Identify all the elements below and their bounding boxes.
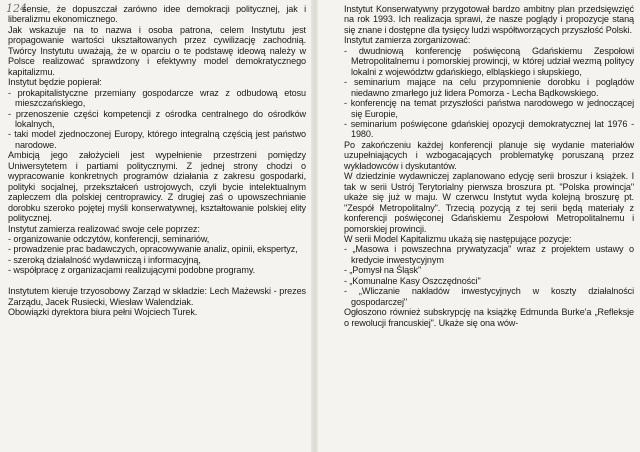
list-item: - prowadzenie prac badawczych, opracowywanie analiz, opinii, ekspertyz, [8,244,306,254]
book-gutter [311,0,318,452]
list-item: - konferencję na temat przyszłości państwa narodowego w jednoczącej się Europie, [344,98,634,119]
list-item: - taki model zjednoczonej Europy, którego integralną częścią jest państwo narodowe. [8,129,306,150]
right-column [344,4,634,328]
list-item: - współpracę z organizacjami realizującymi podobne programy. [8,265,306,275]
paragraph: Po zakończeniu każdej konferencji planuje się wydanie materiałów uzupełniających i wzbogacających problematykę poruszaną przez wykładowców i dyskutantów. [344,139,634,171]
left-column [8,4,306,318]
paragraph: sensie, że dopuszczał zarówno idee demokracji politycznej, jak i liberalizmu ekonomicznego. [8,4,306,25]
support-list [8,88,306,151]
goals-list [8,234,306,276]
list-item: - przenoszenie części kompetencji z ośrodka centralnego do ośrodków lokalnych, [8,109,306,130]
page-number: 124 [6,2,27,15]
paragraph: Obowiązki dyrektora biura pełni Wojciech Turek. [8,307,198,318]
left-page [0,0,312,452]
right-page [318,0,640,452]
list-item: - dwudniową konferencję poświęconą Gdańskiemu Zespołowi Metropolitalnemu i pomorskiej prowincji, w której udział wezmą politycy lokalni z województw gdańskiego, elbląskiego i słupskiego, [344,46,634,77]
series-list [344,244,634,307]
paragraph: Instytutem kieruje trzyosobowy Zarząd w składzie: Lech Mażewski - prezes Zarządu, Jacek Rusiecki, Wiesław Walendziak. [8,286,306,307]
list-item: - prokapitalistyczne przemiany gospodarcze wraz z odbudową etosu mieszczańskiego, [8,88,306,109]
list-item: - organizowanie odczytów, konferencji, seminariów, [8,234,306,244]
list-heading: Instytut zamierza realizować swoje cele poprzez: [8,223,200,234]
paragraph: Ogłoszono również subskrypcję na książkę Edmunda Burke'a „Refleksje o rewolucji francuskiej". Ukaże się ona wów- [344,307,634,328]
list-heading: Instytut będzie popierał: [8,77,102,88]
list-heading: W serii Model Kapitalizmu ukażą się następujące pozycje: [344,233,572,244]
paragraph: W dziedzinie wydawniczej zaplanowano edycję serii broszur i książek. I tak w serii Ustrój Terytorialny pierwsza broszura pt. "Polska prowincja" ukaże się już w maju. W czerwcu Instytut wyda kolejną broszurę pt. "Zespół Metropolitalny". Trzecią pozycją z tej serii będą materiały z konferencji poświęconej Gdańskiemu Zespołowi Metropolitalnemu i pomorskiej prowincji. [344,171,634,234]
list-item: - „Pomysł na Śląsk" [344,265,634,275]
paragraph: Ambicją jego założycieli jest wypełnienie przestrzeni pomiędzy Uniwersytetem i partiami politycznymi. Z jednej strony chodzi o wypracowanie konkretnych programów działania z zakresu gospodarki, polityki socjalnej, przekształceń ustrojowych, czyli bycie intelektualnym zapleczem dla polskiej centroprawicy. Z drugiej zaś o upowszechnianie dorobku szeroko pojętej myśli konserwatywnej, kształtowanie polskiej elity politycznej. [8,150,306,224]
list-heading: Instytut zamierza zorganizować: [344,35,471,46]
list-item: - „Masowa i powszechna prywatyzacja" wraz z projektem ustawy o kredycie inwestycyjnym [344,244,634,265]
organized-list [344,46,634,140]
paragraph: Instytut Konserwatywny przygotował bardzo ambitny plan przedsięwzięć na rok 1993. Ich realizacja sprawi, że nasze poglądy i propozycje staną się znane i dostępne dla tysięcy ludzi współtworzących przyszłość Polski. [344,4,634,35]
list-item: - „Komunalne Kasy Oszczędności" [344,276,634,286]
list-item: - szeroką działalność wydawniczą i informacyjną, [8,255,306,265]
list-item: - „Wliczanie nakładów inwestycyjnych w koszty działalności gospodarczej" [344,286,634,307]
list-item: - seminarium poświęcone gdańskiej opozycji demokratycznej lat 1976 - 1980. [344,119,634,140]
list-item: - seminarium mające na celu przypomnienie dorobku i poglądów niedawno zmarłego już lidera Pomorza - Lecha Bądkowskiego. [344,77,634,98]
paragraph: Jak wskazuje na to nazwa i osoba patrona, celem Instytutu jest propagowanie wartości ukształtowanych przez cywilizację zachodnią. Twórcy Instytutu uważają, że w oparciu o te podstawę ideową należy w Polsce realizować sprawdzony i efektywny model demokratycznego kapitalizmu. [8,24,306,77]
